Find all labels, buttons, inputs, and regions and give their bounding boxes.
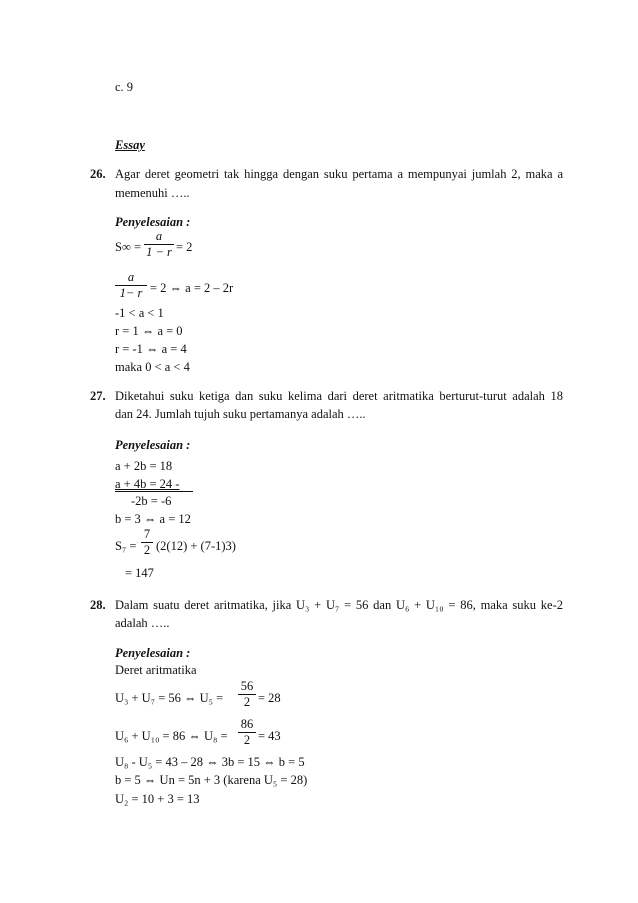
q27-fraction [141, 528, 153, 557]
question-26-number: 26. [90, 167, 106, 181]
q26-fraction-1-denominator: 1 − r [146, 245, 172, 259]
q26-fraction-1 [144, 230, 174, 259]
question-26-line-2: memenuhi ….. [115, 186, 190, 200]
q28-fraction-2-numerator: 86 [240, 717, 254, 731]
q27-eq-d: b = 3 ⇔ a = 12 [115, 512, 191, 526]
q27-s7-label: S₇ = [115, 539, 137, 553]
q27-s7-rhs: (2(12) + (7-1)3) [156, 539, 236, 553]
q27-fraction-denominator: 2 [143, 543, 151, 557]
question-28-line-2: adalah ….. [115, 616, 170, 630]
question-26-solution-heading: Penyelesaian : [115, 215, 191, 229]
q28-step-3: U₂ = 10 + 3 = 13 [115, 792, 200, 806]
q26-fraction-1-numerator: a [155, 229, 163, 243]
q28-fraction-2 [238, 718, 256, 747]
q27-eq-b: a + 4b = 24 - [115, 477, 180, 491]
q26-fraction-2-denominator: 1− r [119, 286, 143, 300]
option-c: c. 9 [115, 80, 134, 94]
q28-eq1-lhs: U₃ + U₇ = 56 ⇔ U₅ = [115, 691, 224, 705]
question-27-line-1: Diketahui suku ketiga dan suku kelima dari deret aritmatika berturut-turut adalah 18 [115, 389, 563, 403]
q26-step-3: r = -1 ⇔ a = 4 [115, 342, 187, 356]
q27-fraction-numerator: 7 [143, 527, 151, 541]
q26-step-4: maka 0 < a < 4 [115, 360, 190, 374]
q26-fraction-2-numerator: a [127, 270, 135, 284]
q26-step-1: -1 < a < 1 [115, 306, 164, 320]
question-28-line-1: Dalam suatu deret aritmatika, jika U₃ + U₇ = 56 dan U₆ + U₁₀ = 86, maka suku ke-2 [115, 598, 563, 612]
q28-eq1-rhs: = 28 [258, 691, 281, 705]
q28-fraction-1 [238, 680, 256, 709]
q26-eq1-rhs: = 2 [176, 240, 193, 254]
question-27-solution-heading: Penyelesaian : [115, 438, 191, 452]
q28-step-1: U₈ - U₅ = 43 – 28 ⇔ 3b = 15 ⇔ b = 5 [115, 755, 305, 769]
question-27-number: 27. [90, 389, 106, 403]
q26-fraction-2 [115, 271, 147, 300]
q26-step-2: r = 1 ⇔ a = 0 [115, 324, 183, 338]
q28-eq2-rhs: = 43 [258, 729, 281, 743]
q27-result: = 147 [125, 566, 154, 580]
essay-heading: Essay [115, 138, 145, 152]
q28-fraction-2-denominator: 2 [243, 733, 251, 747]
question-26-line-1: Agar deret geometri tak hingga dengan suku pertama a mempunyai jumlah 2, maka a [115, 167, 563, 181]
question-28-solution-heading: Penyelesaian : [115, 646, 191, 660]
question-28-number: 28. [90, 598, 106, 612]
q27-subtraction-line [115, 491, 193, 492]
q26-s-infinity-label: S∞ = [115, 240, 142, 254]
question-27-line-2: dan 24. Jumlah tujuh suku pertamanya adalah ….. [115, 407, 366, 421]
q28-fraction-1-denominator: 2 [243, 695, 251, 709]
q26-eq2-rhs: = 2 ⇔ a = 2 – 2r [150, 281, 234, 295]
q28-step-2: b = 5 ⇔ Un = 5n + 3 (karena U₅ = 28) [115, 773, 308, 787]
q28-eq2-lhs: U₆ + U₁₀ = 86 ⇔ U₈ = [115, 729, 228, 743]
q28-intro: Deret aritmatika [115, 663, 197, 677]
q28-fraction-1-numerator: 56 [240, 679, 254, 693]
q27-eq-a: a + 2b = 18 [115, 459, 173, 473]
q27-eq-c: -2b = -6 [131, 494, 172, 508]
